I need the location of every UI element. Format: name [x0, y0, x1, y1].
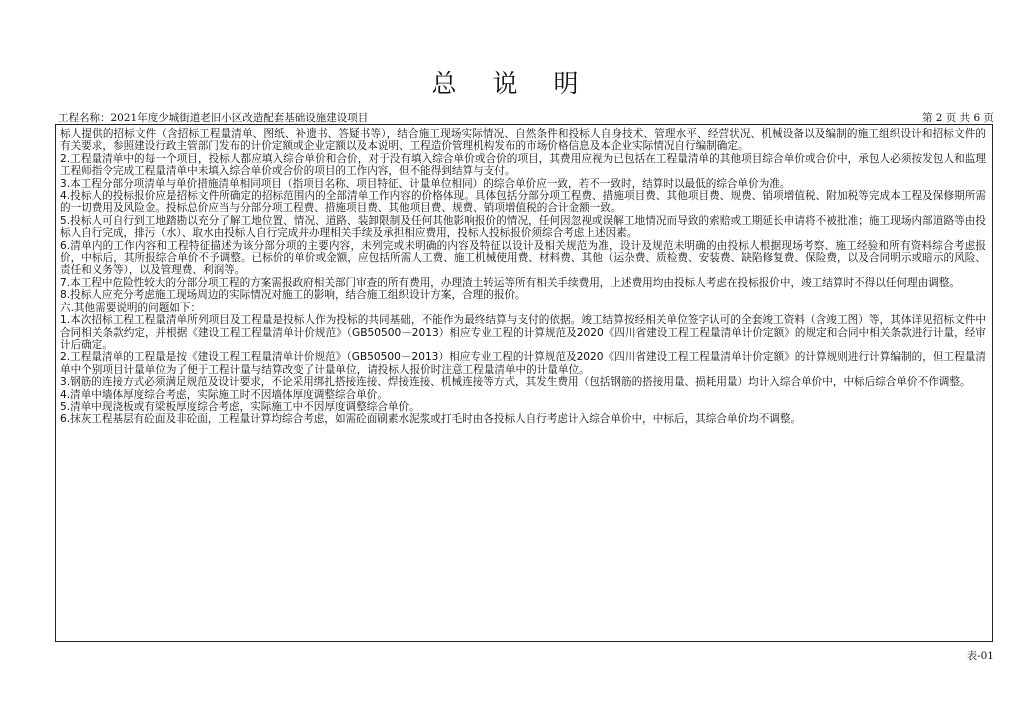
paragraph: 7.本工程中危险性较大的分部分项工程的方案需报政府相关部门审查的所有费用，办理渣土转运等所有相关手续费用，上述费用均由投标人考虑在投标报价中，竣工结算时不得以任何理由调整。 [60, 276, 960, 289]
paragraph: 6.清单内的工作内容和工程特征描述为该分部分项的主要内容，未列完或未明确的内容及特征以设计及相关规范为准，设计及规范未明确的由投标人根据现场考察、施工经验和所有资料综合考虑报价，中标后，其所报综合单价不予调整。已标价的单价或金额，应包括所需人工费、施工机械使用费、材料费、其他（运杂费、质检费、安装费、缺陷修复费、保险费，以及合同明示或暗示的风险、责任和义务等），以及管理费、利润等。 [60, 239, 986, 277]
paragraph: 5.清单中现浇板或有梁板厚度综合考虑，实际施工中不因厚度调整综合单价。 [60, 400, 420, 413]
paragraph: 3.钢筋的连接方式必须满足规范及设计要求，不论采用绑扎搭接连接、焊接连接、机械连接等方式，其发生费用（包括钢筋的搭接用量、损耗用量）均计入综合单价中，中标后综合单价不作调整。 [60, 376, 971, 389]
paragraph: 3.本工程分部分项清单与单价措施清单相同项目（指项目名称、项目特征、计量单位相同）的综合单价应一致，若不一致时，结算时以最低的综合单价为准。 [60, 177, 791, 190]
paragraph: 4.投标人的投标报价应是招标文件所确定的招标范围内的全部清单工作内容的价格体现。具体包括分部分项工程费、措施项目费、其他项目费、规费、销项增值税、附加税等完成本工程及保修期所需的一切费用及风险金。投标总价应当与分部分项工程费、措施项目费、其他项目费、规费、销项增值税的合计金额一致。 [60, 190, 986, 215]
form-code: 表-01 [966, 650, 994, 662]
paragraph: 5.投标人可自行到工地踏勘以充分了解工地位置、情况、道路、装卸限制及任何其他影响报价的情况，任何因忽视或误解工地情况而导致的索赔或工期延长申请将不被批准；施工现场内部道路等由投标人自行完成，排污（水）、取水由投标人自行完成并办理相关手续及承担相应费用，投标人投标报价须综合考虑上述因素。 [60, 214, 986, 240]
project-name: 工程名称：2021年度少城街道老旧小区改造配套基础设施建设项目 [58, 112, 369, 124]
paragraph: 1.本次招标工程工程量清单所列项目及工程量是投标人作为投标的共同基础，不能作为最终结算与支付的依据。竣工结算按经相关单位签字认可的全套竣工资料（含竣工图）等，其体详见招标文件中合同相关条款约定，并根据《建设工程工程量清单计价规范》（GB50500－2013）相应专业工程的计算规范及2020《四川省建设工程工程量清单计价定额》的规定和合同中相关条款进行计量，经审计后确定。 [60, 314, 986, 351]
page-title: 总 说 明 [431, 69, 593, 98]
paragraph: 6.抹灰工程基层有砼面及非砼面，工程量计算均综合考虑，如需砼面刷素水泥浆或打毛时由各投标人自行考虑计入综合单价中，中标后，其综合单价均不调整。 [60, 413, 802, 426]
document-frame [55, 124, 993, 642]
section-heading: 六.其他需要说明的问题如下： [60, 301, 202, 314]
paragraph: 8.投标人应充分考虑施工现场周边的实际情况对施工的影响，结合施工组织设计方案，合理的报价。 [60, 289, 526, 302]
paragraph: 4.清单中墙体厚度综合考虑，实际施工时不因墙体厚度调整综合单价。 [60, 388, 388, 401]
document-body [56, 125, 992, 426]
paragraph: 2.工程量清单的工程量是按《建设工程工程量清单计价规范》（GB50500－2013）相应专业工程的计算规范及2020《四川省建设工程工程量清单计价定额》的计算规则进行计算编制的，但工程量清单中个别项目计量单位为了便于工程计量与结算改变了计量单位，请投标人报价时注意工程量清单中的计量单位。 [60, 351, 986, 376]
paragraph: 2.工程量清单中的每一个项目，投标人都应填入综合单价和合价，对于没有填入综合单价或合价的项目，其费用应视为已包括在工程量清单的其他项目综合单价或合价中，承包人必须按发包人和监理工程师指令完成工程量清单中未填入综合单价或合价的项目的工作内容，但不能得到结算与支付。 [60, 152, 986, 178]
page-indicator: 第 2 页 共 6 页 [921, 112, 994, 124]
paragraph: 标人提供的招标文件（含招标工程量清单、图纸、补遗书、答疑书等），结合施工现场实际情况、自然条件和投标人自身技术、管理水平、经营状况、机械设备以及编制的施工组织设计和招标文件的有关要求，参照建设行政主管部门发布的计价定额或企业定额以及本说明、工程造价管理机构发布的市场价格信息及本企业实际情况自行编制确定。 [60, 128, 986, 153]
header-row [58, 110, 994, 124]
